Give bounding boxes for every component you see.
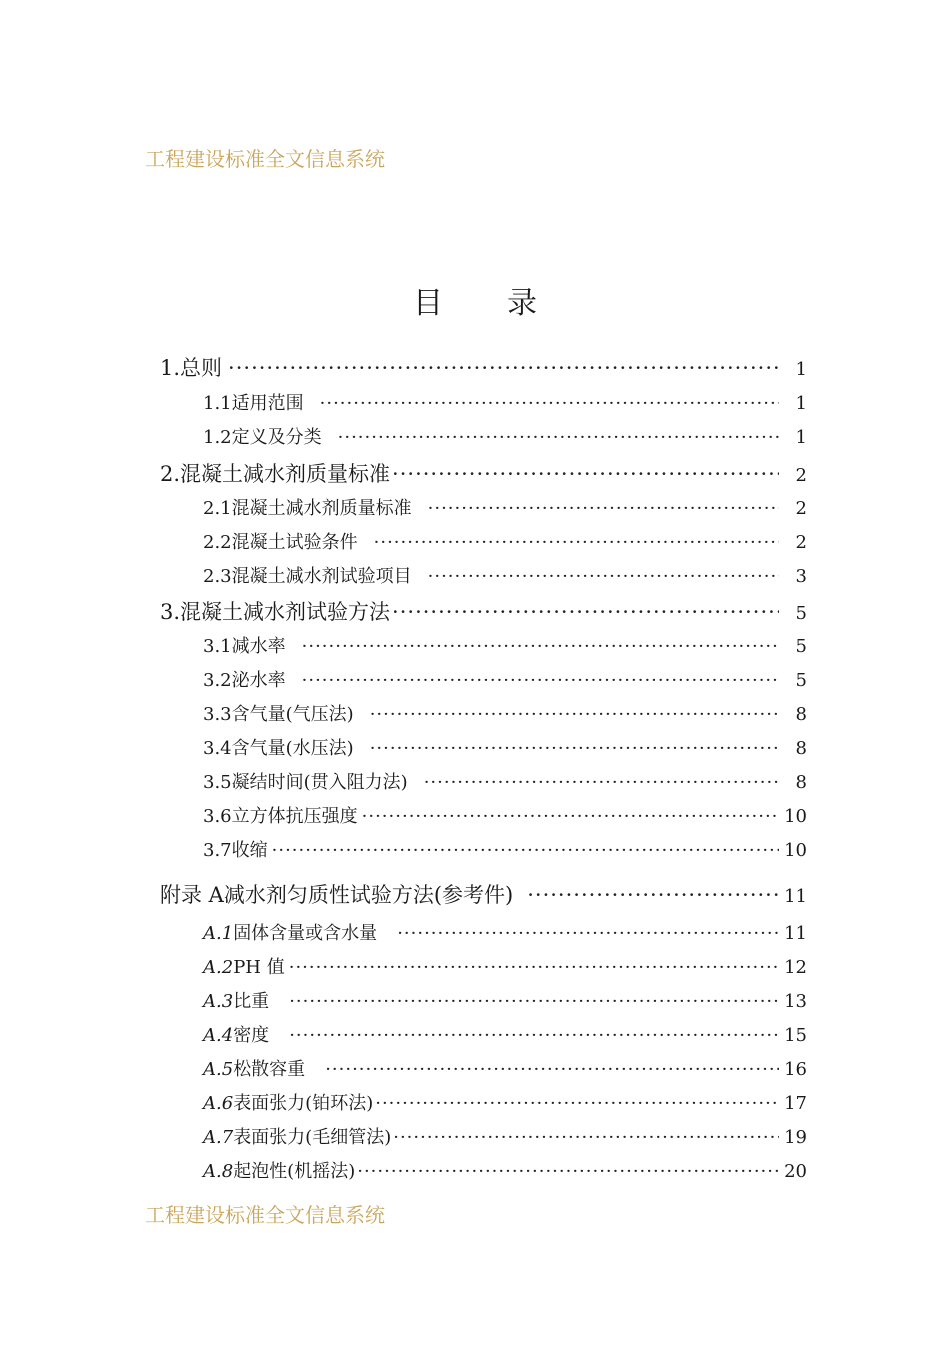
toc-entry-page: 16 <box>784 1059 807 1080</box>
toc-entry-page: 8 <box>795 704 807 725</box>
toc-entry[interactable] <box>203 919 807 945</box>
toc-entry-label: 含气量(水压法) <box>231 738 354 759</box>
toc-leader-dots <box>338 427 779 448</box>
toc-entry[interactable] <box>203 562 807 588</box>
toc-entry-label: 减水剂匀质性试验方法(参考件) <box>223 883 514 907</box>
toc-entry-number: A.3 <box>203 991 234 1012</box>
toc-entry-page: 5 <box>795 670 807 691</box>
toc-entry-page: 1 <box>795 427 807 448</box>
toc-title-char-1: 目 <box>413 286 443 321</box>
toc-entry[interactable] <box>203 389 807 415</box>
watermark-top: 工程建设标准全文信息系统 <box>145 147 385 171</box>
toc-entry-number: A.5 <box>203 1059 234 1080</box>
toc-entry-number: 1.1 <box>203 393 232 414</box>
toc-entry-label: 收缩 <box>231 840 268 861</box>
toc-leader-dots <box>289 1025 779 1046</box>
toc-entry-number: 3.2 <box>203 670 232 691</box>
toc-entry-number: 3. <box>160 600 181 624</box>
toc-entry[interactable] <box>160 879 807 909</box>
toc-entry-number: 3.3 <box>203 704 232 725</box>
toc-entry-page: 5 <box>795 603 807 624</box>
toc-entry-label: 凝结时间(贯入阻力法) <box>231 772 408 793</box>
toc-leader-dots <box>362 806 779 827</box>
toc-entry-page: 3 <box>795 566 807 587</box>
toc-entry-label: 立方体抗压强度 <box>231 806 358 827</box>
toc-entry-label: 总则 <box>180 356 223 380</box>
toc-leader-dots <box>424 772 779 793</box>
toc-entry-page: 11 <box>784 886 807 907</box>
toc-entry-page: 19 <box>784 1127 807 1148</box>
toc-entry[interactable] <box>203 1157 807 1183</box>
toc-entry-page: 8 <box>795 738 807 759</box>
toc-entry-number: 1.2 <box>203 427 232 448</box>
toc-entry[interactable] <box>203 802 807 828</box>
toc-leader-dots <box>357 1161 779 1182</box>
toc-entry-number: 3.7 <box>203 840 232 861</box>
toc-entry-page: 2 <box>795 498 807 519</box>
toc-entry-number: 3.1 <box>203 636 232 657</box>
toc-entry-label: 密度 <box>233 1025 270 1046</box>
toc-entry[interactable] <box>160 352 807 382</box>
toc-entry-number: A.2 <box>203 957 234 978</box>
toc-entry-page: 15 <box>784 1025 807 1046</box>
toc-entry-label: 混凝土减水剂试验方法 <box>180 600 391 624</box>
toc-entry[interactable] <box>160 596 807 626</box>
toc-entry-number: 1. <box>160 356 181 380</box>
toc-entry-page: 11 <box>784 923 807 944</box>
toc-entry[interactable] <box>203 1089 807 1115</box>
toc-entry-page: 20 <box>784 1161 807 1182</box>
toc-entry-label: 表面张力(毛细管法) <box>233 1127 392 1148</box>
toc-leader-dots <box>325 1059 779 1080</box>
toc-entry-number: A.1 <box>203 923 234 944</box>
toc-entry-number: A.6 <box>203 1093 234 1114</box>
toc-entry[interactable] <box>203 1021 807 1047</box>
toc-entry-number: 3.5 <box>203 772 232 793</box>
toc-entry-number: A.4 <box>203 1025 234 1046</box>
toc-entry[interactable] <box>203 632 807 658</box>
toc-entry-page: 10 <box>784 806 807 827</box>
toc-entry[interactable] <box>203 1055 807 1081</box>
toc-entry-number: 3.4 <box>203 738 232 759</box>
toc-leader-dots <box>392 462 779 486</box>
toc-leader-dots <box>370 704 779 725</box>
toc-entry-label: PH 值 <box>233 957 285 978</box>
toc-entry-label: 混凝土减水剂质量标准 <box>180 462 391 486</box>
toc-entry[interactable] <box>203 700 807 726</box>
toc-entry-page: 8 <box>795 772 807 793</box>
toc-entry-number: 2. <box>160 462 181 486</box>
toc-entry-label: 表面张力(铂环法) <box>233 1093 374 1114</box>
toc-leader-dots <box>289 957 779 978</box>
toc-entry-label: 含气量(气压法) <box>231 704 354 725</box>
toc-entry-page: 13 <box>784 991 807 1012</box>
toc-entry[interactable] <box>203 423 807 449</box>
toc-entry[interactable] <box>203 528 807 554</box>
toc-entry[interactable] <box>203 494 807 520</box>
toc-entry-page: 1 <box>795 393 807 414</box>
toc-leader-dots <box>393 1127 779 1148</box>
toc-entry[interactable] <box>203 836 807 862</box>
toc-entry-page: 17 <box>784 1093 807 1114</box>
toc-entry[interactable] <box>203 1123 807 1149</box>
toc-entry-label: 起泡性(机摇法) <box>233 1161 356 1182</box>
toc-entry-label: 定义及分类 <box>231 427 322 448</box>
toc-entry-label: 混凝土减水剂质量标准 <box>231 498 412 519</box>
toc-entry-label: 适用范围 <box>231 393 304 414</box>
toc-leader-dots <box>392 600 779 624</box>
toc-leader-dots <box>272 840 779 861</box>
toc-entry-page: 10 <box>784 840 807 861</box>
toc-leader-dots <box>527 883 779 907</box>
toc-leader-dots <box>320 393 779 414</box>
toc-entry-page: 12 <box>784 957 807 978</box>
toc-entry-label: 固体含量或含水量 <box>233 923 378 944</box>
toc-leader-dots <box>370 738 779 759</box>
toc-entry-number: 附录 A <box>160 883 224 907</box>
toc-entry-number: A.7 <box>203 1127 234 1148</box>
toc-entry-page: 2 <box>795 465 807 486</box>
toc-entry-page: 2 <box>795 532 807 553</box>
toc-leader-dots <box>374 532 779 553</box>
toc-entry-label: 泌水率 <box>231 670 286 691</box>
toc-entry-label: 混凝土减水剂试验项目 <box>231 566 412 587</box>
toc-leader-dots <box>428 566 779 587</box>
toc-entry[interactable] <box>203 666 807 692</box>
toc-entry-number: A.8 <box>203 1161 234 1182</box>
toc-leader-dots <box>302 670 779 691</box>
toc-leader-dots <box>375 1093 779 1114</box>
toc-entry-number: 2.3 <box>203 566 232 587</box>
watermark-bottom: 工程建设标准全文信息系统 <box>145 1203 385 1227</box>
toc-entry-number: 3.6 <box>203 806 232 827</box>
toc-entry[interactable] <box>203 953 807 979</box>
toc-leader-dots <box>289 991 779 1012</box>
toc-leader-dots <box>228 356 779 380</box>
toc-entry-page: 5 <box>795 636 807 657</box>
toc-entry[interactable] <box>203 987 807 1013</box>
toc-entry-label: 比重 <box>233 991 270 1012</box>
toc-entry-label: 混凝土试验条件 <box>231 532 358 553</box>
toc-entry-label: 减水率 <box>231 636 286 657</box>
toc-leader-dots <box>428 498 779 519</box>
toc-entry-number: 2.1 <box>203 498 232 519</box>
toc-entry[interactable] <box>160 458 807 488</box>
toc-leader-dots <box>302 636 779 657</box>
toc-entry-label: 松散容重 <box>233 1059 306 1080</box>
toc-leader-dots <box>397 923 779 944</box>
toc-entry-page: 1 <box>795 359 807 380</box>
toc-entry[interactable] <box>203 734 807 760</box>
toc-entry[interactable] <box>203 768 807 794</box>
toc-title-char-2: 录 <box>507 286 537 321</box>
toc-entry-number: 2.2 <box>203 532 232 553</box>
